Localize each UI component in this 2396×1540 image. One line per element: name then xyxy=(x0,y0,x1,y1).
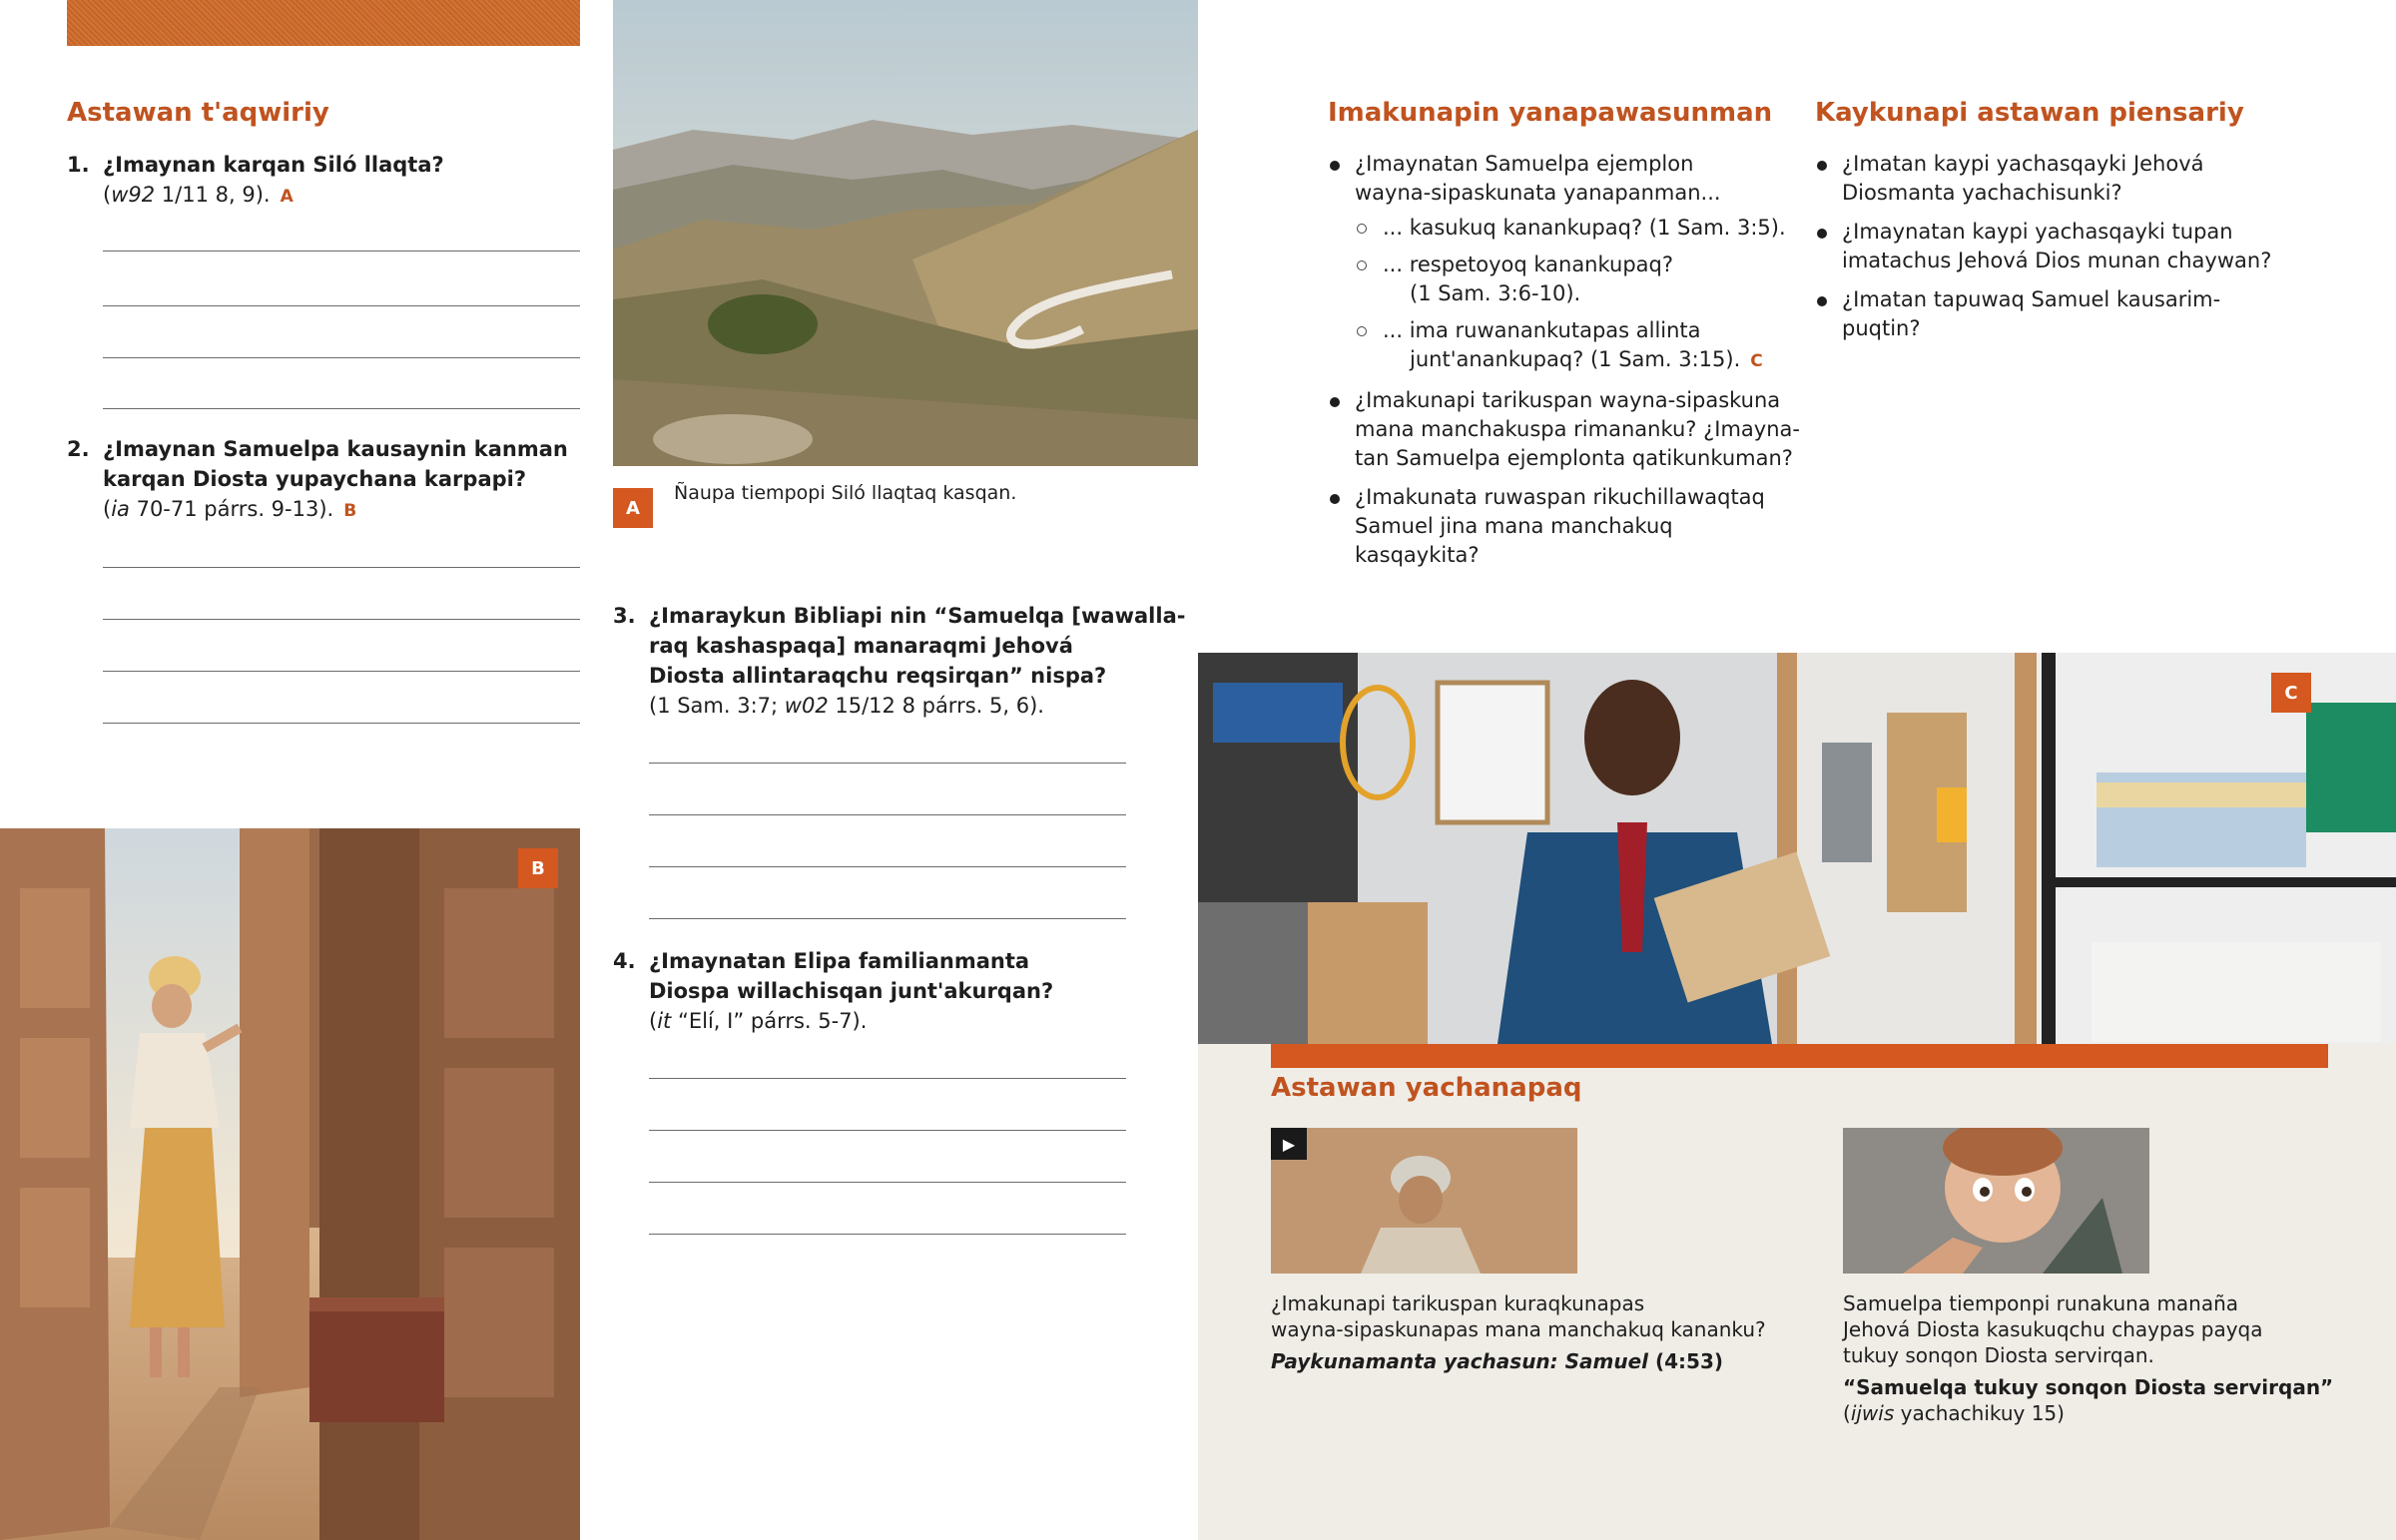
question-reference: (w92 1/11 8, 9). A xyxy=(103,183,294,207)
sub-list-item: ... kasukuq kanankupaq? (1 Sam. 3:5). xyxy=(1355,214,1807,243)
question-4 xyxy=(613,946,1198,1036)
play-icon[interactable]: ▶ xyxy=(1271,1128,1307,1160)
list-item: ¿Imakunapi tarikuspan wayna-sipaskuna mana manchakuspa rimananku? ¿Imayna- tan Samuelpa ejemplonta qatikunkuman? xyxy=(1328,386,1807,473)
question-text-line: karqan Diosta yupaychana karpapi? xyxy=(103,467,527,491)
reflection-list xyxy=(1815,150,2374,353)
question-reference: (ia 70-71 párrs. 9-13). B xyxy=(103,497,357,521)
samuel-door-illustration xyxy=(0,828,580,1540)
article-thumbnail-samuel[interactable] xyxy=(1843,1128,2149,1274)
discussion-list xyxy=(1328,150,1807,580)
answer-line[interactable] xyxy=(103,251,580,252)
storage-room-scene xyxy=(1198,653,2396,1044)
question-text-line: ¿Imaraykun Bibliapi nin “Samuelqa [wawalla- xyxy=(649,604,1186,628)
section-heading: Imakunapin yanapawasunman xyxy=(1328,98,1773,128)
sub-list-item: ... respetoyoq kanankupaq? (1 Sam. 3:6-10). xyxy=(1355,251,1807,308)
section-heading: Astawan yachanapaq xyxy=(1271,1073,1582,1103)
question-3 xyxy=(613,601,1198,721)
photo-caption: Ñaupa tiempopi Siló llaqtaq kasqan. xyxy=(674,482,1017,504)
figure-badge-b: B xyxy=(518,848,558,888)
landscape-illustration xyxy=(613,0,1198,466)
answer-line[interactable] xyxy=(103,619,580,620)
question-reference: (1 Sam. 3:7; w02 15/12 8 párrs. 5, 6). xyxy=(649,694,1044,718)
answer-line[interactable] xyxy=(649,1182,1126,1183)
list-item: ¿Imatan tapuwaq Samuel kausarim- puqtin? xyxy=(1815,285,2374,343)
question-number: 3. xyxy=(613,604,636,628)
figure-ref-letter: A xyxy=(280,187,294,207)
section-heading: Astawan t'aqwiriy xyxy=(67,98,329,128)
answer-line[interactable] xyxy=(649,918,1126,919)
article-reference: (ijwis yachachikuy 15) xyxy=(1843,1401,2065,1425)
figure-badge-c: C xyxy=(2271,673,2311,713)
question-2 xyxy=(67,434,586,526)
photo-shiloh-landscape xyxy=(613,0,1198,466)
illustration-samuel-at-door xyxy=(0,828,580,1540)
figure-ref-letter: C xyxy=(1750,351,1763,371)
article-thumbnail-image xyxy=(1843,1128,2149,1274)
question-reference: (it “Elí, I” párrs. 5-7). xyxy=(649,1009,868,1033)
video-thumbnail-samuel[interactable] xyxy=(1271,1128,1577,1274)
answer-line[interactable] xyxy=(649,1078,1126,1079)
answer-line[interactable] xyxy=(103,305,580,306)
answer-line[interactable] xyxy=(649,814,1126,815)
answer-line[interactable] xyxy=(649,1130,1126,1131)
question-number: 2. xyxy=(67,437,90,461)
video-title-link[interactable]: Paykunamanta yachasun: Samuel (4:53) xyxy=(1271,1349,1724,1373)
section-accent-bar xyxy=(1271,1044,2328,1068)
list-item: ¿Imaynatan Samuelpa ejemplon wayna-sipaskunata yanapanman... ... kasukuq kanankupaq? (1 Sam. 3:5). ... respetoyoq kanankupaq? (1 Sam. 3:6-10). ... ima ruwanankutapas allinta junt'anankupaq? (1 Sam. 3:15). C xyxy=(1328,150,1807,376)
video-description: ¿Imakunapi tarikuspan kuraqkunapas wayna-sipaskunapas mana manchakuq kananku? Paykunamanta yachasun: Samuel (4:53) xyxy=(1271,1290,1810,1374)
list-item: ¿Imatan kaypi yachasqayki Jehová Diosmanta yachachisunki? xyxy=(1815,150,2374,208)
answer-line[interactable] xyxy=(103,723,580,724)
answer-line[interactable] xyxy=(103,567,580,568)
answer-line[interactable] xyxy=(649,1234,1126,1235)
answer-line[interactable] xyxy=(649,866,1126,867)
question-text-line: ¿Imaynan Samuelpa kausaynin kanman xyxy=(103,437,568,461)
question-text-line: ¿Imaynatan Elipa familianmanta xyxy=(649,949,1030,973)
article-description: Samuelpa tiemponpi runakuna manaña Jehová Diosta kasukuqchu chaypas payqa tukuy sonqon Diosta servirqan. “Samuelqa tukuy sonqon Diosta servirqan” (ijwis yachachikuy 15) xyxy=(1843,1290,2342,1426)
photo-young-man-in-storage-room xyxy=(1198,653,2396,1044)
list-item: ¿Imakunata ruwaspan rikuchillawaqtaq Samuel jina mana manchakuq kasqaykita? xyxy=(1328,483,1807,570)
question-number: 1. xyxy=(67,153,90,177)
answer-line[interactable] xyxy=(103,671,580,672)
question-1 xyxy=(67,150,586,212)
question-text-line: Diosta allintaraqchu reqsirqan” nispa? xyxy=(649,664,1107,688)
answer-line[interactable] xyxy=(103,408,580,409)
question-text-line: raq kashaspaqa] manaraqmi Jehová xyxy=(649,634,1073,658)
answer-line[interactable] xyxy=(649,763,1126,764)
video-thumbnail-image xyxy=(1271,1128,1577,1274)
caption-badge-a: A xyxy=(613,488,653,528)
question-number: 4. xyxy=(613,949,636,973)
question-text: ¿Imaynan karqan Siló llaqta? xyxy=(103,153,444,177)
section-heading: Kaykunapi astawan piensariy xyxy=(1815,98,2244,128)
article-title-link[interactable]: “Samuelqa tukuy sonqon Diosta servirqan” xyxy=(1843,1375,2334,1399)
sub-list-item: ... ima ruwanankutapas allinta junt'anankupaq? (1 Sam. 3:15). C xyxy=(1355,316,1807,376)
figure-ref-letter: B xyxy=(343,501,357,521)
answer-line[interactable] xyxy=(103,357,580,358)
list-item: ¿Imaynatan kaypi yachasqayki tupan imatachus Jehová Dios munan chaywan? xyxy=(1815,218,2374,275)
decorative-texture-band xyxy=(67,0,580,46)
question-text-line: Diospa willachisqan junt'akurqan? xyxy=(649,979,1054,1003)
